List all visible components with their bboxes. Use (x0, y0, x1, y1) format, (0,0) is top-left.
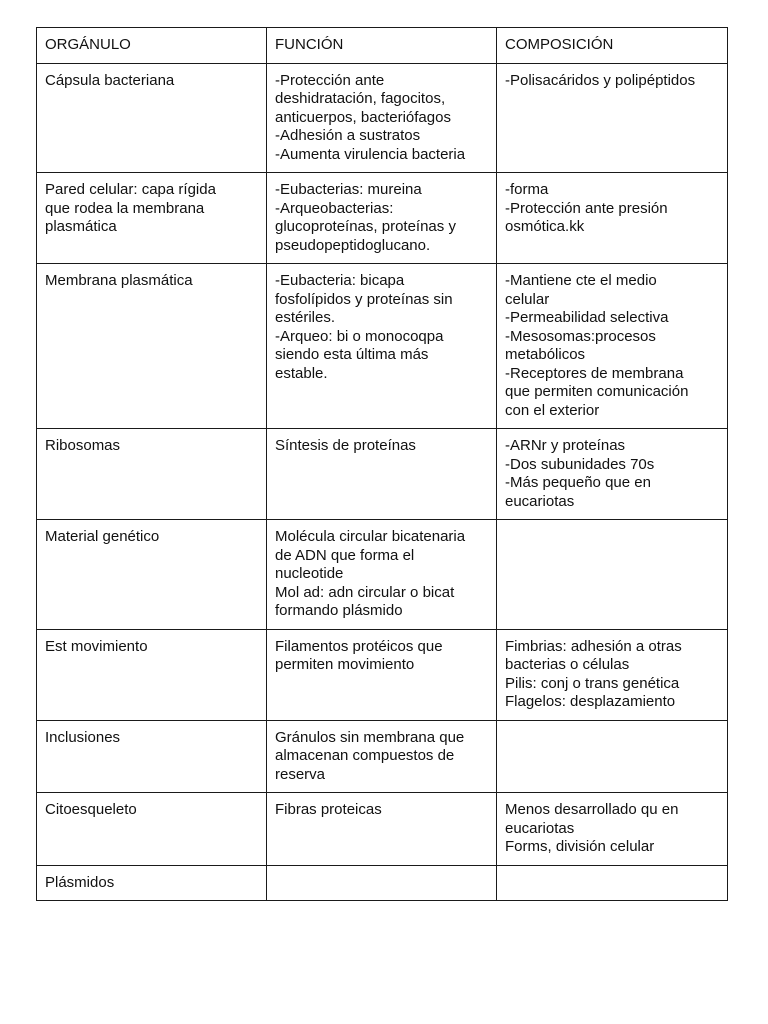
cell-composicion: -ARNr y proteínas -Dos subunidades 70s -Más pequeño que en eucariotas (497, 429, 728, 520)
cell-organulo: Citoesqueleto (37, 793, 267, 866)
cell-composicion: Fimbrias: adhesión a otras bacterias o células Pilis: conj o trans genética Flagelos: desplazamiento (497, 629, 728, 720)
cell-composicion: -Mantiene cte el medio celular -Permeabilidad selectiva -Mesosomas:procesos metabólicos -Receptores de membrana que permiten comunicación con el exterior (497, 264, 728, 429)
cell-composicion: Menos desarrollado qu en eucariotas Forms, división celular (497, 793, 728, 866)
cell-organulo: Material genético (37, 520, 267, 630)
header-composicion: COMPOSICIÓN (497, 28, 728, 64)
table-row (37, 173, 728, 264)
cell-organulo: Cápsula bacteriana (37, 63, 267, 173)
organelle-table (36, 27, 728, 901)
table-row (37, 720, 728, 793)
table-row (37, 793, 728, 866)
cell-composicion (497, 520, 728, 630)
table-row (37, 63, 728, 173)
cell-funcion: Fibras proteicas (267, 793, 497, 866)
cell-composicion (497, 720, 728, 793)
cell-funcion: -Protección ante deshidratación, fagocitos, anticuerpos, bacteriófagos -Adhesión a sustratos -Aumenta virulencia bacteria (267, 63, 497, 173)
cell-organulo: Est movimiento (37, 629, 267, 720)
cell-funcion: Filamentos protéicos que permiten movimiento (267, 629, 497, 720)
cell-organulo: Membrana plasmática (37, 264, 267, 429)
cell-composicion: -Polisacáridos y polipéptidos (497, 63, 728, 173)
cell-composicion (497, 865, 728, 901)
table-row (37, 429, 728, 520)
cell-composicion: -forma -Protección ante presión osmótica.kk (497, 173, 728, 264)
cell-funcion: Síntesis de proteínas (267, 429, 497, 520)
table-header-row (37, 28, 728, 64)
header-organulo: ORGÁNULO (37, 28, 267, 64)
cell-funcion: -Eubacterias: mureina -Arqueobacterias: glucoproteínas, proteínas y pseudopeptidoglucano. (267, 173, 497, 264)
cell-funcion: Molécula circular bicatenaria de ADN que forma el nucleotide Mol ad: adn circular o bicat formando plásmido (267, 520, 497, 630)
cell-funcion: -Eubacteria: bicapa fosfolípidos y proteínas sin estériles. -Arqueo: bi o monocoqpa siendo esta última más estable. (267, 264, 497, 429)
cell-organulo: Pared celular: capa rígida que rodea la membrana plasmática (37, 173, 267, 264)
table-row (37, 865, 728, 901)
header-funcion: FUNCIÓN (267, 28, 497, 64)
cell-organulo: Plásmidos (37, 865, 267, 901)
table-row (37, 264, 728, 429)
cell-organulo: Inclusiones (37, 720, 267, 793)
table-row (37, 629, 728, 720)
cell-funcion: Gránulos sin membrana que almacenan compuestos de reserva (267, 720, 497, 793)
cell-organulo: Ribosomas (37, 429, 267, 520)
cell-funcion (267, 865, 497, 901)
table-row (37, 520, 728, 630)
